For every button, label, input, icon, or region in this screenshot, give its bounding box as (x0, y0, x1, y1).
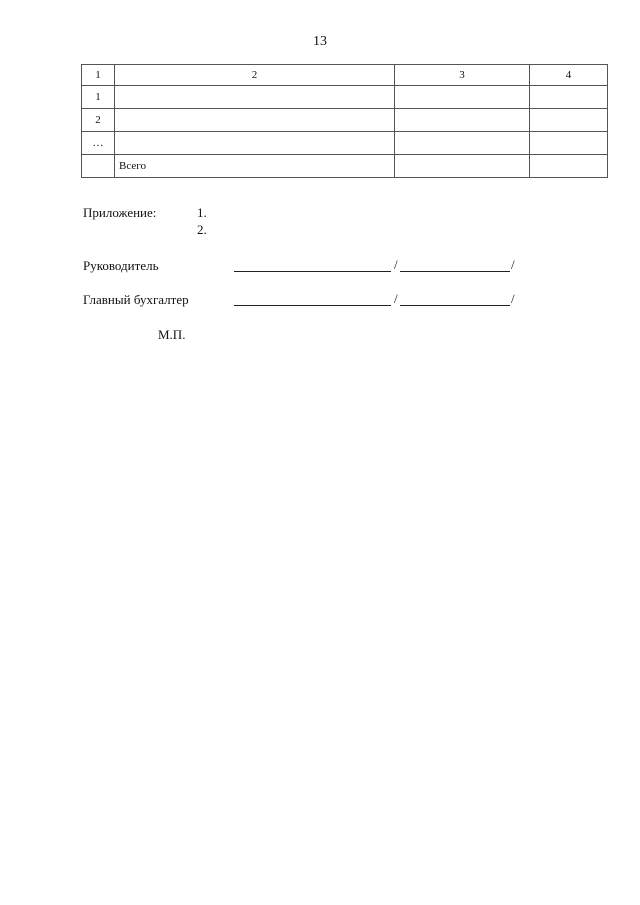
chief-accountant-name-line (400, 305, 510, 306)
attachments-label: Приложение: (83, 205, 157, 220)
report-table (81, 64, 608, 178)
table-cell (530, 132, 608, 155)
chief-accountant-signature-line (234, 305, 391, 306)
table-cell (530, 86, 608, 109)
table-cell (395, 86, 530, 109)
table-cell (395, 155, 530, 178)
attachment-item: 2. (197, 222, 207, 237)
head-signature-label: Руководитель (83, 258, 159, 273)
separator: / (394, 257, 398, 272)
table-header-cell: 2 (115, 65, 395, 86)
table-cell: 2 (82, 109, 115, 132)
table-cell (115, 86, 395, 109)
table-cell (395, 132, 530, 155)
table-cell: 1 (82, 86, 115, 109)
table-cell (82, 155, 115, 178)
attachment-item: 1. (197, 205, 207, 220)
table-header-row (82, 65, 608, 86)
table-header-cell: 1 (82, 65, 115, 86)
table-row (82, 132, 608, 155)
table-header-cell: 4 (530, 65, 608, 86)
separator: / (394, 291, 398, 306)
stamp-label: М.П. (158, 327, 186, 342)
table-cell (530, 109, 608, 132)
page-number: 13 (313, 34, 327, 49)
table-total-row (82, 155, 608, 178)
total-label: Всего (115, 155, 395, 178)
table-row (82, 86, 608, 109)
table-row (82, 109, 608, 132)
table-cell (395, 109, 530, 132)
table-cell (115, 109, 395, 132)
head-name-line (400, 271, 510, 272)
separator: / (511, 257, 515, 272)
head-signature-line (234, 271, 391, 272)
table-cell (530, 155, 608, 178)
chief-accountant-signature-label: Главный бухгалтер (83, 292, 189, 307)
table-header-cell: 3 (395, 65, 530, 86)
separator: / (511, 291, 515, 306)
table-cell (115, 132, 395, 155)
table-cell: … (82, 132, 115, 155)
